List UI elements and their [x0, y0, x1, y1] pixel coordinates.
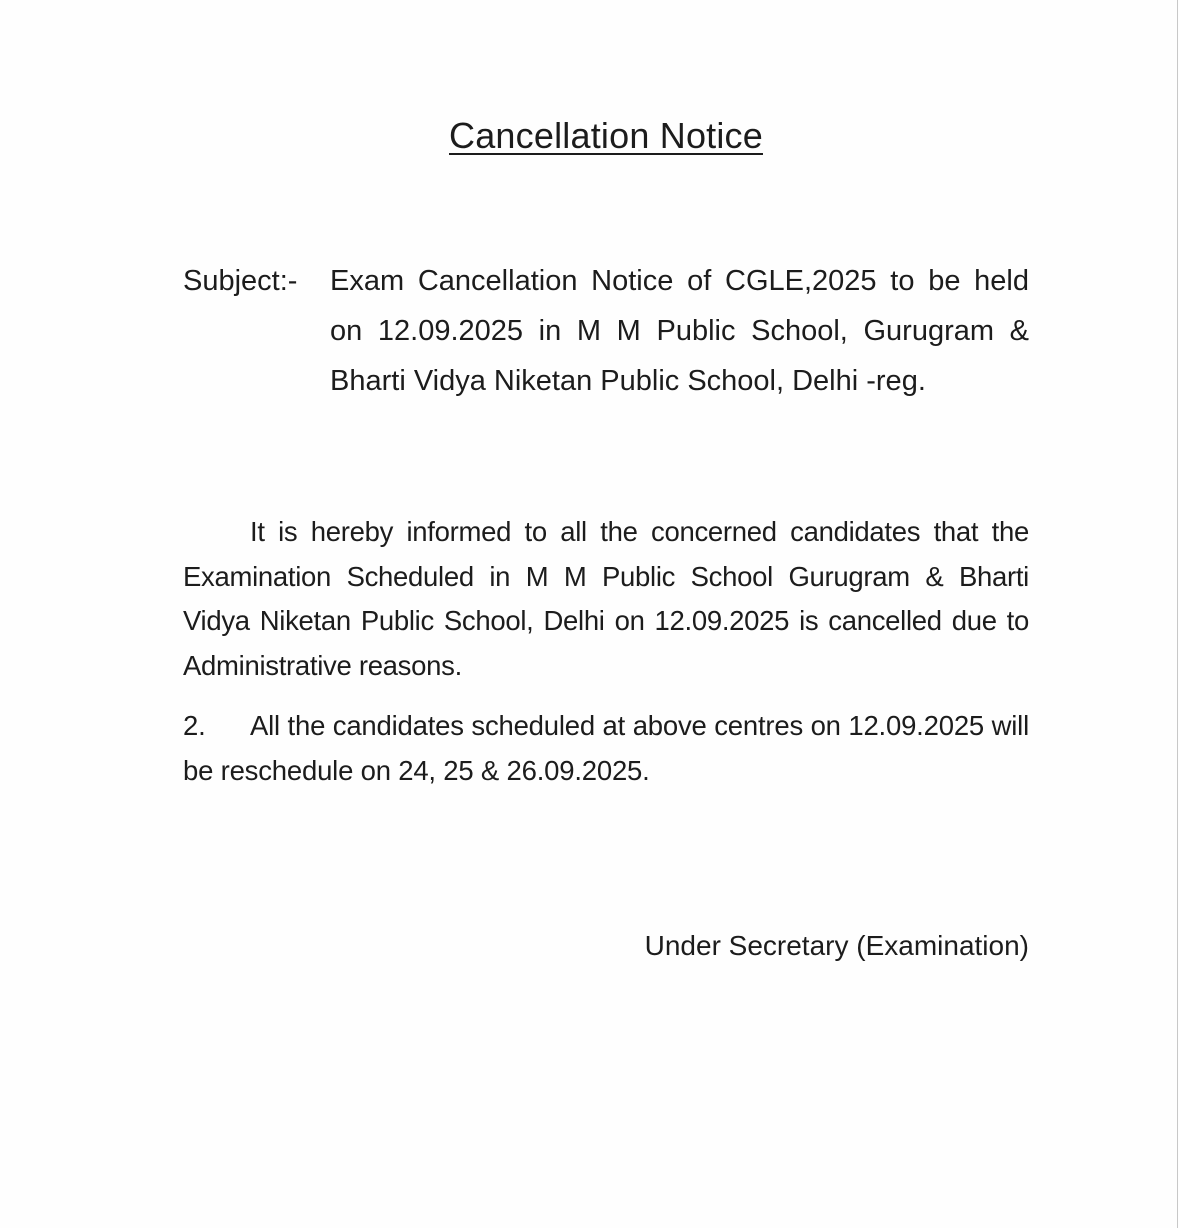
subject-label: Subject:- — [183, 265, 298, 297]
paragraph-2-number: 2. — [183, 710, 206, 741]
signature-line: Under Secretary (Examination) — [644, 930, 1029, 961]
page-edge-border — [1177, 0, 1178, 1228]
subject-text: Exam Cancellation Notice of CGLE,2025 to be held on 12.09.2025 in M M Public School, Gurugram & Bharti Vidya Niketan Public School, Delhi -reg. — [330, 265, 1029, 397]
paragraph-1: It is hereby informed to all the concerned candidates that the Examination Scheduled in M M Public School Gurugram & Bharti Vidya Niketan Public School, Delhi on 12.09.2025 is cancelled due to Administrative reasons. — [183, 516, 1029, 681]
notice-title — [0, 114, 1179, 158]
paragraph-2 — [183, 704, 1029, 793]
notice-title-text: Cancellation Notice — [449, 115, 763, 156]
paragraph-2-text: All the candidates scheduled at above centres on 12.09.2025 will be reschedule on 24, 25 & 26.09.2025. — [183, 710, 1029, 786]
subject-block — [183, 256, 1029, 406]
